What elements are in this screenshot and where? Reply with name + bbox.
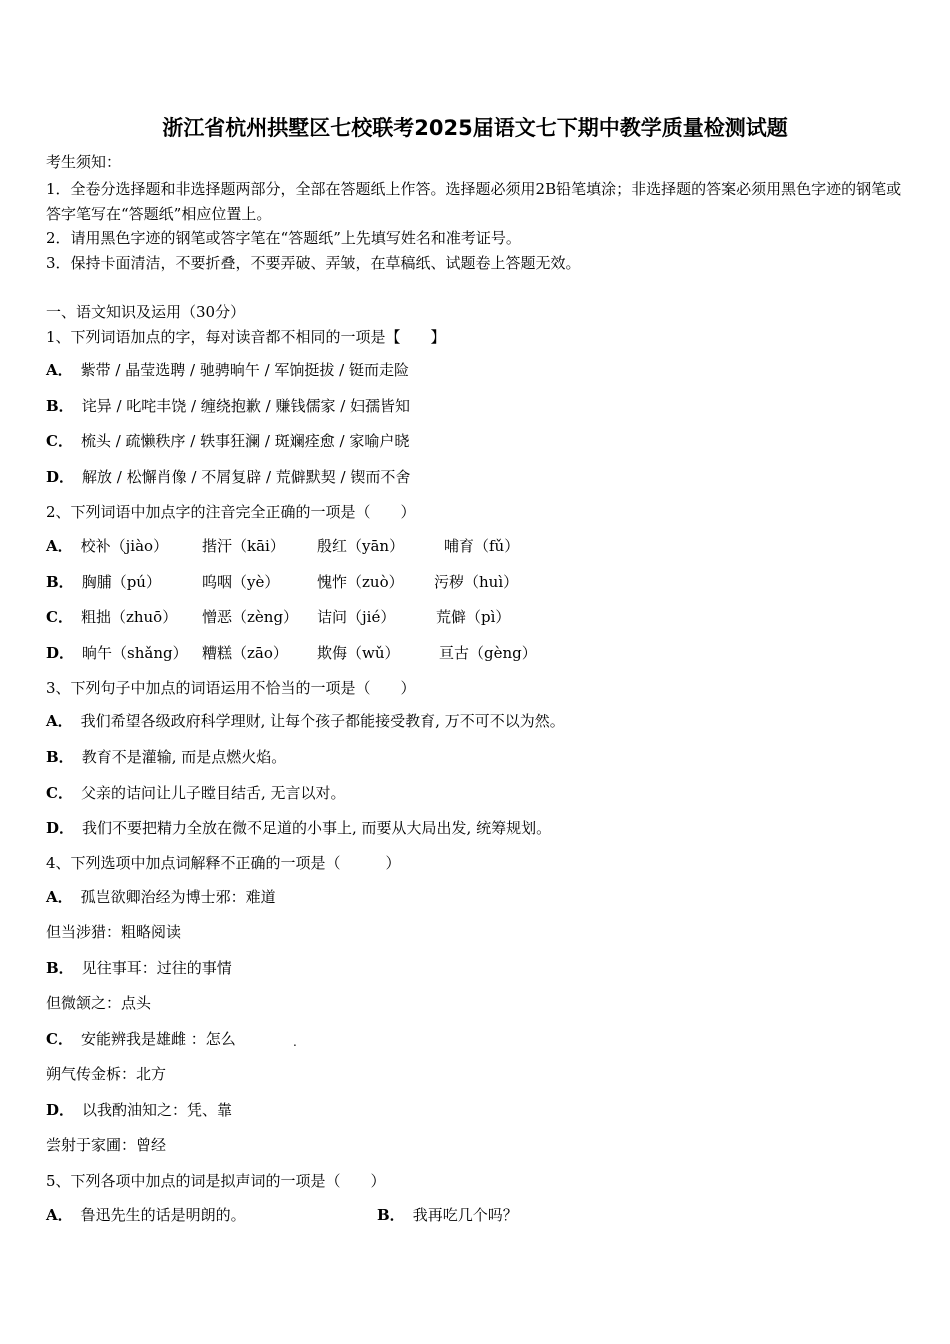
option-letter: D． — [46, 1101, 75, 1119]
option-letter: A． — [46, 1206, 73, 1224]
option-cell: 胸脯（pú） — [81, 573, 161, 591]
option-cell: 糟糕（zāo） — [202, 644, 288, 662]
option-letter: A． — [46, 361, 73, 379]
option-cell: 哺育（fǔ） — [444, 537, 520, 555]
q3-option-c — [46, 783, 346, 803]
q1-option-c — [46, 431, 409, 451]
q3-stem: 3、下列句子中加点的词语运用不恰当的一项是（ ） — [46, 679, 416, 697]
notice-item-2: 2．请用黑色字迹的钢笔或答字笔在“答题纸”上先填写姓名和准考证号。 — [46, 229, 521, 247]
option-cell: 诘问（jié） — [317, 608, 396, 626]
q4-option-c — [46, 1029, 236, 1049]
q4-option-a-line2: 但当涉猎：粗略阅读 — [46, 923, 182, 941]
q1-option-a — [46, 360, 409, 380]
option-text: 我们不要把精力全放在微不足道的小事上, 而要从大局出发, 统筹规划。 — [82, 819, 552, 837]
stray-mark: . — [293, 1035, 297, 1049]
q2-option-d — [46, 643, 188, 663]
option-letter: C． — [46, 784, 73, 802]
q4-option-d — [46, 1100, 232, 1120]
q2-stem: 2、下列词语中加点字的注音完全正确的一项是（ ） — [46, 503, 416, 521]
option-letter: B． — [46, 748, 74, 766]
option-cell: 憎恶（zèng） — [202, 608, 299, 626]
option-text: 我再吃几个吗？ — [412, 1206, 518, 1224]
q4-option-c-line2: 朔气传金柝：北方 — [46, 1065, 167, 1083]
notice-item-1: 1．全卷分选择题和非选择题两部分，全部在答题纸上作答。选择题必须用2B铅笔填涂；非选择题的答案必须用黑色字迹的钢笔或答字笔写在“答题纸”相应位置上。 — [46, 180, 902, 223]
option-letter: B． — [46, 573, 74, 591]
option-cell: 殷红（yān） — [317, 537, 405, 555]
option-letter: B． — [46, 397, 74, 415]
page-title: 浙江省杭州拱墅区七校联考2025届语文七下期中教学质量检测试题 — [162, 116, 788, 140]
q2-option-a — [46, 536, 168, 556]
q1-option-d — [46, 467, 410, 487]
option-text: 教育不是灌输, 而是点燃火焰。 — [81, 748, 287, 766]
notice-heading: 考生须知： — [46, 153, 122, 171]
option-cell: 亘古（gèng） — [439, 644, 537, 662]
q1-option-b — [46, 396, 410, 416]
q3-option-d — [46, 818, 551, 838]
option-text: 父亲的诘问让儿子瞠目结舌, 无言以对。 — [80, 784, 346, 802]
q4-option-b-line2: 但微颔之：点头 — [46, 994, 152, 1012]
option-cell: 荒僻（pì） — [436, 608, 511, 626]
option-cell: 校补（jiào） — [80, 537, 169, 555]
option-cell: 愧怍（zuò） — [317, 573, 404, 591]
q2-option-c — [46, 607, 177, 627]
option-text: 梳头 / 疏懒秩序 / 轶事狂澜 / 斑斓痊愈 / 家喻户晓 — [80, 432, 410, 450]
q4-option-b — [46, 958, 232, 978]
q3-option-a — [46, 711, 565, 731]
option-cell: 粗拙（zhuō） — [80, 608, 178, 626]
option-text: 我们希望各级政府科学理财, 让每个孩子都能接受教育, 万不可不以为然。 — [80, 712, 565, 730]
option-text: 紫带 / 晶莹选聘 / 驰骋晌午 / 军饷挺拔 / 铤而走险 — [80, 361, 410, 379]
option-text: 诧异 / 叱咤丰饶 / 缠绕抱歉 / 赚钱儒家 / 妇孺皆知 — [81, 397, 411, 415]
option-text: 见往事耳：过往的事情 — [81, 959, 232, 977]
option-letter: B． — [46, 959, 74, 977]
q1-stem: 1、下列词语加点的字，每对读音都不相同的一项是【 】 — [46, 328, 446, 346]
option-text: 解放 / 松懈肖像 / 不屑复辟 / 荒僻默契 / 锲而不舍 — [82, 468, 411, 486]
option-letter: D． — [46, 468, 75, 486]
option-cell: 污秽（huì） — [434, 573, 519, 591]
option-cell: 揩汗（kāi） — [202, 537, 285, 555]
q3-option-b — [46, 747, 286, 767]
option-letter: B． — [377, 1206, 405, 1224]
option-cell: 晌午（shǎng） — [82, 644, 188, 662]
option-text: 鲁迅先生的话是明朗的。 — [80, 1206, 246, 1224]
section-heading: 一、语文知识及运用（30分） — [46, 303, 246, 321]
q5-option-b — [377, 1205, 518, 1225]
option-letter: A． — [46, 888, 73, 906]
option-letter: D． — [46, 819, 75, 837]
q4-stem: 4、下列选项中加点词解释不正确的一项是（ ） — [46, 854, 401, 872]
option-letter: C． — [46, 608, 73, 626]
q4-option-a — [46, 887, 276, 907]
q2-option-b — [46, 572, 161, 592]
option-cell: 欺侮（wǔ） — [317, 644, 400, 662]
q5-stem: 5、下列各项中加点的词是拟声词的一项是（ ） — [46, 1172, 386, 1190]
option-text: 孤岂欲卿治经为博士邪：难道 — [80, 888, 276, 906]
option-letter: A． — [46, 537, 73, 555]
option-letter: D． — [46, 644, 75, 662]
q4-option-d-line2: 尝射于家圃：曾经 — [46, 1136, 167, 1154]
option-text: 以我酌油知之：凭、靠 — [82, 1101, 233, 1119]
option-letter: C． — [46, 1030, 73, 1048]
option-text: 安能辨我是雄雌 ：怎么 — [80, 1030, 236, 1048]
notice-item-3: 3．保持卡面清洁，不要折叠，不要弄破、弄皱，在草稿纸、试题卷上答题无效。 — [46, 254, 581, 272]
q5-option-a — [46, 1205, 246, 1225]
option-letter: A． — [46, 712, 73, 730]
option-cell: 呜咽（yè） — [202, 573, 280, 591]
option-letter: C． — [46, 432, 73, 450]
